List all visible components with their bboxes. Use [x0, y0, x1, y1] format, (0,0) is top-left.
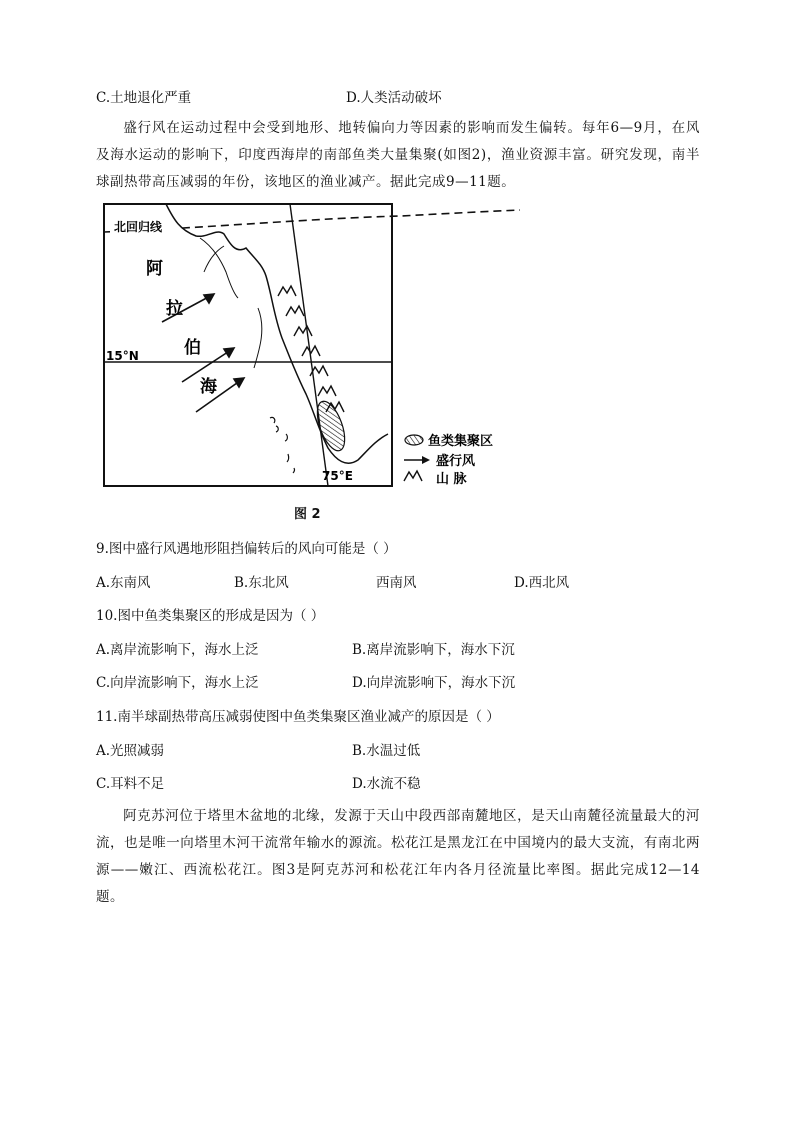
q11-option-c: C.耳料不足 — [96, 776, 165, 792]
akesu-paragraph — [96, 803, 700, 911]
q11-stem: 11.南半球副热带高压减弱使图中鱼类集聚区渔业减产的原因是（ ） — [96, 709, 500, 725]
q10-option-d: D.向岸流影响下，海水下沉 — [352, 675, 516, 691]
q10-stem: 10.图中鱼类集聚区的形成是因为（ ） — [96, 608, 325, 624]
legend-wind-label: 盛行风 — [436, 454, 476, 469]
legend-mountain-icon — [404, 471, 422, 481]
q9-stem: 9.图中盛行风遇地形阻挡偏转后的风向可能是（ ） — [96, 541, 397, 557]
sea-char-1: 阿 — [146, 259, 163, 279]
q10-option-c: C.向岸流影响下，海水上泛 — [96, 675, 259, 691]
map-frame — [104, 204, 392, 486]
intro-paragraph — [96, 115, 700, 196]
q11-option-a: A.光照减弱 — [96, 743, 165, 759]
sea-char-4: 海 — [200, 377, 217, 397]
map-legend — [404, 433, 493, 487]
lat-label: 15°N — [106, 349, 139, 363]
legend-fish-label: 鱼类集聚区 — [428, 434, 494, 449]
legend-mountain-label: 山 脉 — [436, 472, 467, 487]
intro-text: 盛行风在运动过程中会受到地形、地转偏向力等因素的影响而发生偏转。每年6—9月，在风及海水运动的影响下，印度西海岸的南部鱼类大量集聚(如图2)，渔业资源丰富。研究发现，南半球副热带高压减弱的年份，该地区的渔业减产。据此完成9—11题。 — [96, 120, 700, 190]
q10-option-a: A.离岸流影响下，海水上泛 — [96, 642, 259, 658]
lon-75e-line — [290, 204, 328, 486]
river-2 — [254, 308, 262, 368]
sea-char-3: 伯 — [184, 338, 201, 358]
coastline — [166, 204, 388, 463]
option-d-prev: D.人类活动破坏 — [346, 90, 442, 106]
q10-option-b: B.离岸流影响下，海水下沉 — [352, 642, 515, 658]
lon-label: 75°E — [322, 469, 353, 483]
q11-option-b: B.水温过低 — [352, 743, 421, 759]
akesu-text: 阿克苏河位于塔里木盆地的北缘，发源于天山中段西部南麓地区，是天山南麓径流量最大的河流，也是唯一向塔里木河干流常年输水的源流。松花江是黑龙江在中国境内的最大支流，有南北两源——嫩江、西流松花江。图3是阿克苏河和松花江年内各月径流量比率图。据此完成12—14题。 — [96, 808, 700, 905]
mountain-range — [278, 286, 344, 412]
islands — [270, 417, 294, 473]
figure-caption: 图 2 — [294, 507, 321, 522]
q9-option-c: 西南风 — [376, 575, 417, 591]
q11-option-d: D.水流不稳 — [352, 776, 421, 792]
option-c-prev: C.土地退化严重 — [96, 90, 192, 106]
map-figure-2 — [96, 198, 536, 494]
tropic-label: 北回归线 — [114, 220, 163, 234]
gulf-line — [204, 246, 224, 272]
sea-char-2: 拉 — [166, 299, 183, 319]
legend-fish-icon — [405, 435, 423, 445]
q9-option-b: B.东北风 — [234, 575, 289, 591]
q9-option-a: A.东南风 — [96, 575, 151, 591]
q9-option-d: D.西北风 — [514, 575, 570, 591]
